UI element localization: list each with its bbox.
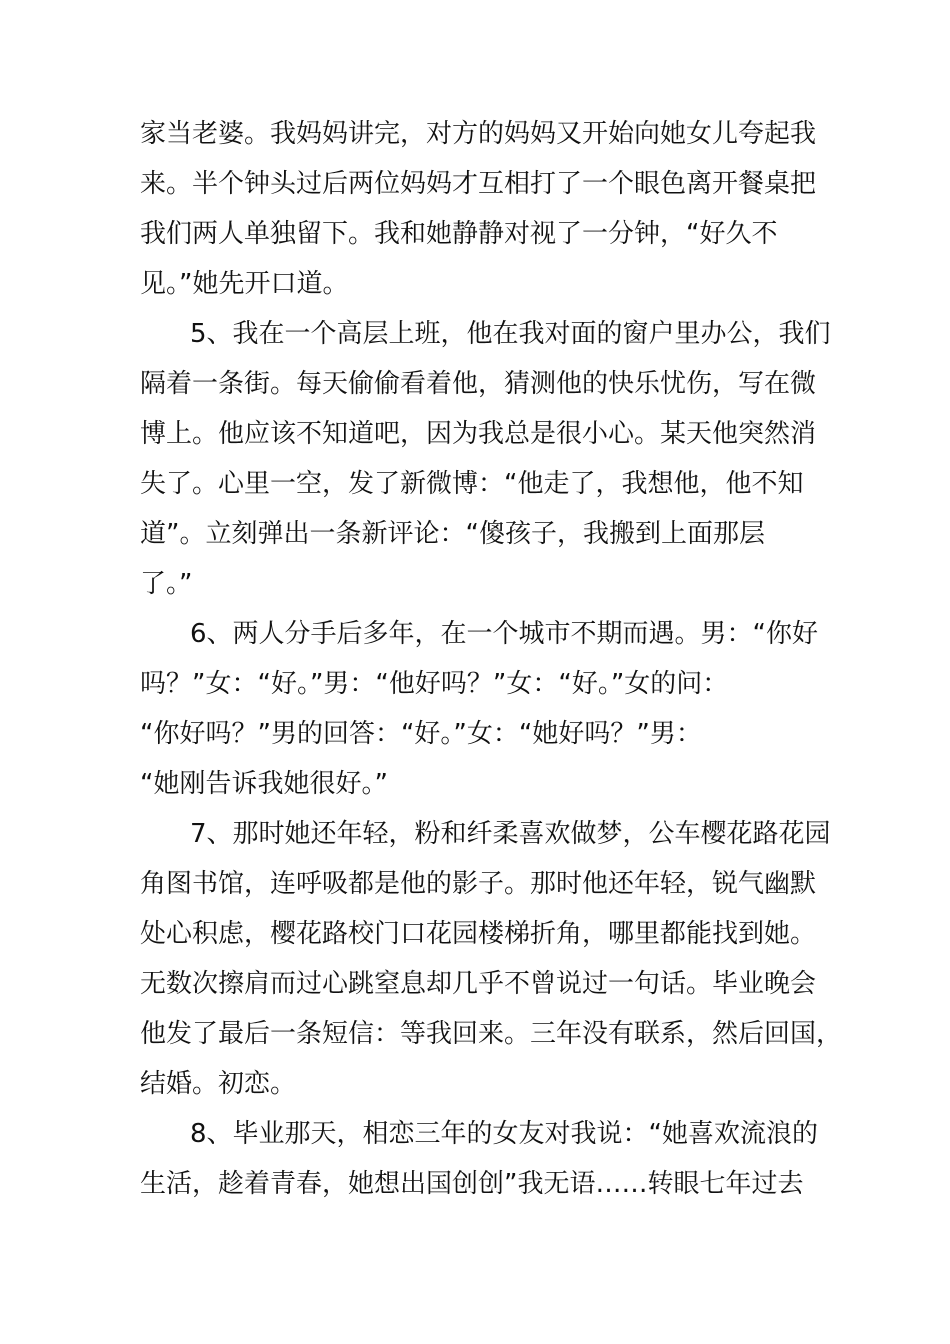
text-line: 隔着一条街。每天偷偷看着他，猜测他的快乐忧伤，写在微 — [140, 369, 817, 399]
text-line: 处心积虑，樱花路校门口花园楼梯折角，哪里都能找到她。 — [140, 919, 817, 949]
text-line: 角图书馆，连呼吸都是他的影子。那时他还年轻，锐气幽默 — [140, 869, 817, 899]
text-line: 我们两人单独留下。我和她静静对视了一分钟，“好久不 — [140, 219, 778, 249]
text-line: 了。” — [140, 569, 193, 599]
text-line: 结婚。初恋。 — [140, 1069, 297, 1099]
text-line: 无数次擦肩而过心跳窒息却几乎不曾说过一句话。毕业晚会 — [140, 969, 817, 999]
paragraph-5-start: 5、我在一个高层上班，他在我对面的窗户里办公，我们 — [190, 319, 831, 349]
paragraph-6-start: 6、两人分手后多年，在一个城市不期而遇。男：“你好 — [190, 619, 819, 649]
text-line: 来。半个钟头过后两位妈妈才互相打了一个眼色离开餐桌把 — [140, 169, 817, 199]
text-line: “你好吗？”男的回答：“好。”女：“她好吗？”男： — [140, 719, 702, 749]
text-line: 道”。立刻弹出一条新评论：“傻孩子，我搬到上面那层 — [140, 519, 765, 549]
text-line: 失了。心里一空，发了新微博：“他走了，我想他，他不知 — [140, 469, 804, 499]
text-line: “她刚告诉我她很好。” — [140, 769, 388, 799]
text-line: 见。”她先开口道。 — [140, 269, 349, 299]
paragraph-7-start: 7、那时她还年轻，粉和纤柔喜欢做梦，公车樱花路花园 — [190, 819, 831, 849]
text-line: 他发了最后一条短信：等我回来。三年没有联系，然后回国， — [140, 1019, 843, 1049]
text-line: 博上。他应该不知道吧，因为我总是很小心。某天他突然消 — [140, 419, 817, 449]
text-line: 家当老婆。我妈妈讲完，对方的妈妈又开始向她女儿夸起我 — [140, 119, 817, 149]
text-line: 生活，趁着青春，她想出国创创”我无语……转眼七年过去 — [140, 1169, 804, 1199]
paragraph-8-start: 8、毕业那天，相恋三年的女友对我说：“她喜欢流浪的 — [190, 1119, 819, 1149]
text-line: 吗？”女：“好。”男：“他好吗？”女：“好。”女的问： — [140, 669, 729, 699]
